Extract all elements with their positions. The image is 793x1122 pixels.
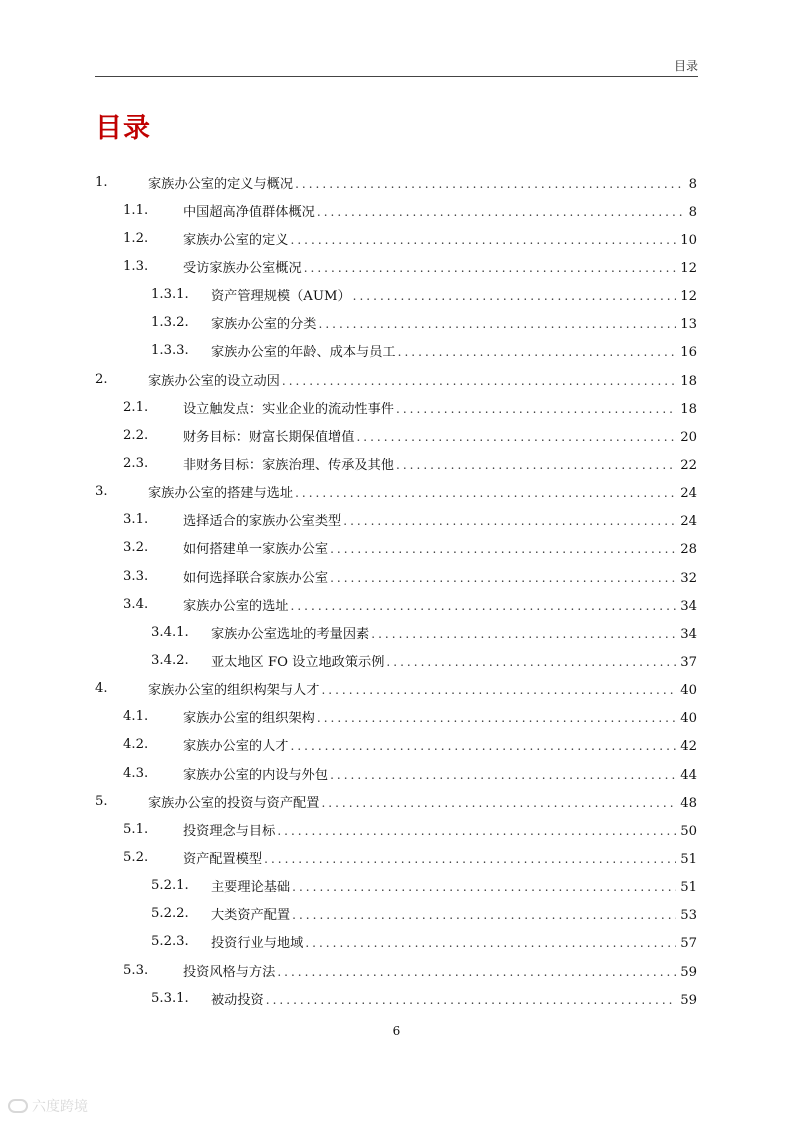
toc-entry-number: 1. bbox=[95, 174, 108, 190]
toc-entry-number: 5.2.3. bbox=[151, 934, 189, 950]
toc-entry-label: 被动投资 bbox=[211, 989, 266, 1008]
toc-entry-page: 18 bbox=[680, 373, 697, 389]
toc-dot-leader bbox=[321, 683, 676, 697]
toc-dot-leader bbox=[305, 936, 676, 950]
toc-dot-leader bbox=[330, 542, 676, 556]
toc-entry-label: 家族办公室的定义 bbox=[183, 229, 291, 248]
toc-dot-leader bbox=[295, 486, 676, 500]
toc-entry-line bbox=[183, 820, 697, 839]
toc-entry-line bbox=[183, 961, 697, 980]
toc-entry-number: 2. bbox=[95, 371, 108, 387]
toc-entry-line bbox=[148, 792, 697, 811]
toc-dot-leader bbox=[353, 289, 677, 303]
toc-entry-number: 3.4.1. bbox=[151, 624, 189, 640]
toc-entry-line bbox=[211, 285, 697, 304]
toc-entry-number: 4.1. bbox=[123, 709, 149, 725]
running-header-title: 目录 bbox=[673, 59, 698, 73]
toc-entry-label: 资产管理规模（AUM） bbox=[211, 285, 353, 304]
toc-entry-line bbox=[211, 989, 697, 1008]
toc-entry-page: 10 bbox=[680, 232, 697, 248]
toc-dot-leader bbox=[317, 205, 685, 219]
toc-entry-line bbox=[211, 904, 697, 923]
toc-entry[interactable] bbox=[95, 646, 697, 674]
toc-entry[interactable] bbox=[95, 590, 697, 618]
toc-dot-leader bbox=[343, 514, 676, 528]
header-rule bbox=[95, 76, 698, 77]
toc-entry-line bbox=[183, 735, 697, 754]
toc-entry-page: 59 bbox=[680, 964, 697, 980]
toc-entry-label: 投资风格与方法 bbox=[183, 961, 277, 980]
toc-entry[interactable] bbox=[95, 506, 697, 534]
toc-entry[interactable] bbox=[95, 449, 697, 477]
toc-entry-number: 1.3.2. bbox=[151, 315, 189, 331]
toc-entry[interactable] bbox=[95, 984, 697, 1012]
toc-entry[interactable] bbox=[95, 196, 697, 224]
toc-entry-label: 投资行业与地域 bbox=[211, 932, 305, 951]
toc-dot-leader bbox=[277, 965, 676, 979]
toc-dot-leader bbox=[291, 233, 677, 247]
toc-dot-leader bbox=[295, 177, 685, 191]
toc-entry-line bbox=[183, 454, 697, 473]
toc-entry-number: 5.2. bbox=[123, 849, 149, 865]
toc-entry[interactable] bbox=[95, 478, 697, 506]
toc-entry-number: 5.3.1. bbox=[151, 990, 189, 1006]
toc-dot-leader bbox=[264, 852, 676, 866]
toc-entry-page: 16 bbox=[680, 345, 697, 361]
toc-dot-leader bbox=[330, 768, 676, 782]
toc-entry[interactable] bbox=[95, 224, 697, 252]
toc-entry-page: 40 bbox=[680, 683, 697, 699]
toc-entry-page: 12 bbox=[680, 260, 697, 276]
toc-entry[interactable] bbox=[95, 252, 697, 280]
toc-entry-label: 家族办公室的定义与概况 bbox=[148, 173, 295, 192]
toc-entry-line bbox=[148, 370, 697, 389]
toc-entry-number: 2.3. bbox=[123, 455, 149, 471]
table-of-contents bbox=[95, 168, 697, 1012]
toc-entry-line bbox=[183, 707, 697, 726]
toc-entry-number: 5.2.2. bbox=[151, 906, 189, 922]
toc-entry[interactable] bbox=[95, 365, 697, 393]
toc-entry-line bbox=[211, 341, 697, 360]
toc-entry-label: 家族办公室的组织构架与人才 bbox=[148, 679, 321, 698]
toc-entry-label: 家族办公室的分类 bbox=[211, 313, 319, 332]
toc-entry-page: 34 bbox=[680, 598, 697, 614]
toc-entry-label: 家族办公室的搭建与选址 bbox=[148, 482, 295, 501]
toc-entry-number: 1.3.1. bbox=[151, 287, 189, 303]
toc-entry-line bbox=[183, 848, 697, 867]
toc-entry-page: 24 bbox=[680, 514, 697, 530]
toc-entry-label: 家族办公室的年龄、成本与员工 bbox=[211, 341, 398, 360]
toc-entry-page: 24 bbox=[680, 486, 697, 502]
toc-entry-line bbox=[211, 313, 697, 332]
toc-entry-page: 32 bbox=[680, 570, 697, 586]
toc-dot-leader bbox=[292, 908, 676, 922]
toc-entry-number: 4. bbox=[95, 681, 108, 697]
toc-entry-label: 家族办公室的设立动因 bbox=[148, 370, 282, 389]
toc-entry-line bbox=[211, 876, 697, 895]
toc-entry-page: 8 bbox=[688, 204, 697, 220]
toc-entry[interactable] bbox=[95, 815, 697, 843]
toc-entry-label: 亚太地区 FO 设立地政策示例 bbox=[211, 651, 386, 670]
toc-entry[interactable] bbox=[95, 168, 697, 196]
toc-entry-label: 如何选择联合家族办公室 bbox=[183, 567, 330, 586]
toc-entry-label: 家族办公室的人才 bbox=[183, 735, 291, 754]
toc-dot-leader bbox=[304, 261, 677, 275]
toc-entry-page: 51 bbox=[680, 880, 697, 896]
toc-entry[interactable] bbox=[95, 843, 697, 871]
toc-entry-number: 2.1. bbox=[123, 399, 149, 415]
toc-entry-line bbox=[183, 764, 697, 783]
toc-entry[interactable] bbox=[95, 731, 697, 759]
page-number: 6 bbox=[392, 1024, 401, 1038]
toc-entry-line bbox=[211, 623, 697, 642]
toc-entry-number: 4.3. bbox=[123, 765, 149, 781]
toc-entry-label: 选择适合的家族办公室类型 bbox=[183, 510, 343, 529]
toc-entry-page: 48 bbox=[680, 795, 697, 811]
toc-entry-line bbox=[148, 173, 697, 192]
toc-dot-leader bbox=[291, 599, 677, 613]
toc-entry-line bbox=[183, 510, 697, 529]
toc-entry-number: 1.3.3. bbox=[151, 343, 189, 359]
toc-entry-line bbox=[183, 229, 697, 248]
toc-entry[interactable] bbox=[95, 534, 697, 562]
toc-entry-page: 20 bbox=[680, 429, 697, 445]
toc-entry-line bbox=[148, 679, 697, 698]
toc-entry[interactable] bbox=[95, 309, 697, 337]
watermark bbox=[8, 1096, 88, 1116]
toc-entry-label: 财务目标：财富长期保值增值 bbox=[183, 426, 356, 445]
toc-entry-label: 家族办公室选址的考量因素 bbox=[211, 623, 371, 642]
toc-dot-leader bbox=[356, 430, 676, 444]
toc-entry-page: 51 bbox=[680, 851, 697, 867]
toc-entry-number: 3.4.2. bbox=[151, 652, 189, 668]
toc-entry-line bbox=[183, 426, 697, 445]
toc-entry-number: 1.3. bbox=[123, 258, 149, 274]
toc-dot-leader bbox=[282, 374, 676, 388]
toc-dot-leader bbox=[266, 993, 676, 1007]
toc-entry-number: 5. bbox=[95, 793, 108, 809]
watermark-text: 六度跨境 bbox=[32, 1099, 88, 1115]
toc-entry[interactable] bbox=[95, 900, 697, 928]
toc-entry-label: 中国超高净值群体概况 bbox=[183, 201, 317, 220]
toc-entry[interactable] bbox=[95, 562, 697, 590]
toc-entry-number: 3.2. bbox=[123, 540, 149, 556]
toc-entry-line bbox=[183, 538, 697, 557]
toc-entry[interactable] bbox=[95, 759, 697, 787]
toc-entry-number: 2.2. bbox=[123, 427, 149, 443]
page-title: 目录 bbox=[95, 113, 151, 144]
toc-entry-label: 家族办公室的组织架构 bbox=[183, 707, 317, 726]
toc-entry-line bbox=[183, 398, 697, 417]
toc-entry-label: 如何搭建单一家族办公室 bbox=[183, 538, 330, 557]
toc-entry[interactable] bbox=[95, 281, 697, 309]
toc-entry-label: 非财务目标：家族治理、传承及其他 bbox=[183, 454, 396, 473]
toc-entry[interactable] bbox=[95, 675, 697, 703]
toc-entry[interactable] bbox=[95, 872, 697, 900]
toc-entry[interactable] bbox=[95, 703, 697, 731]
toc-entry-page: 57 bbox=[680, 936, 697, 952]
toc-dot-leader bbox=[319, 317, 677, 331]
toc-entry-label: 家族办公室的投资与资产配置 bbox=[148, 792, 321, 811]
toc-entry-label: 大类资产配置 bbox=[211, 904, 292, 923]
toc-entry-number: 1.1. bbox=[123, 202, 149, 218]
toc-dot-leader bbox=[291, 739, 677, 753]
toc-entry-page: 34 bbox=[680, 626, 697, 642]
toc-entry-page: 37 bbox=[680, 654, 697, 670]
toc-entry-number: 3.3. bbox=[123, 568, 149, 584]
toc-entry-line bbox=[211, 932, 697, 951]
toc-entry-page: 59 bbox=[680, 992, 697, 1008]
toc-entry-number: 5.1. bbox=[123, 821, 149, 837]
toc-entry-line bbox=[183, 257, 697, 276]
toc-entry-line bbox=[183, 201, 697, 220]
toc-entry[interactable] bbox=[95, 618, 697, 646]
toc-dot-leader bbox=[396, 402, 676, 416]
toc-entry[interactable] bbox=[95, 928, 697, 956]
toc-entry-line bbox=[148, 482, 697, 501]
toc-dot-leader bbox=[277, 824, 676, 838]
toc-dot-leader bbox=[371, 627, 676, 641]
toc-entry[interactable] bbox=[95, 421, 697, 449]
toc-entry-label: 主要理论基础 bbox=[211, 876, 292, 895]
toc-entry-line bbox=[183, 567, 697, 586]
toc-entry-page: 22 bbox=[680, 457, 697, 473]
toc-entry[interactable] bbox=[95, 787, 697, 815]
toc-entry-number: 4.2. bbox=[123, 737, 149, 753]
toc-entry-page: 40 bbox=[680, 711, 697, 727]
toc-entry-page: 18 bbox=[680, 401, 697, 417]
toc-entry-page: 13 bbox=[680, 317, 697, 333]
toc-dot-leader bbox=[317, 711, 676, 725]
toc-entry[interactable] bbox=[95, 337, 697, 365]
toc-entry[interactable] bbox=[95, 393, 697, 421]
toc-entry-number: 5.2.1. bbox=[151, 878, 189, 894]
toc-entry-page: 8 bbox=[688, 176, 697, 192]
toc-entry-number: 3.4. bbox=[123, 596, 149, 612]
toc-dot-leader bbox=[292, 880, 676, 894]
toc-entry-page: 42 bbox=[680, 739, 697, 755]
toc-entry-number: 3.1. bbox=[123, 512, 149, 528]
toc-entry-line bbox=[211, 651, 697, 670]
toc-entry-label: 投资理念与目标 bbox=[183, 820, 277, 839]
toc-dot-leader bbox=[330, 571, 676, 585]
toc-entry-page: 50 bbox=[680, 823, 697, 839]
toc-dot-leader bbox=[321, 796, 676, 810]
toc-dot-leader bbox=[386, 655, 676, 669]
watermark-logo-icon bbox=[8, 1099, 28, 1113]
toc-dot-leader bbox=[398, 345, 677, 359]
toc-entry-page: 44 bbox=[680, 767, 697, 783]
toc-entry-number: 5.3. bbox=[123, 962, 149, 978]
toc-entry-label: 资产配置模型 bbox=[183, 848, 264, 867]
toc-entry-number: 3. bbox=[95, 484, 108, 500]
toc-dot-leader bbox=[396, 458, 676, 472]
toc-entry-number: 1.2. bbox=[123, 230, 149, 246]
toc-entry[interactable] bbox=[95, 956, 697, 984]
toc-entry-page: 12 bbox=[680, 289, 697, 305]
toc-entry-page: 28 bbox=[680, 542, 697, 558]
toc-entry-line bbox=[183, 595, 697, 614]
toc-entry-page: 53 bbox=[680, 908, 697, 924]
toc-entry-label: 家族办公室的选址 bbox=[183, 595, 291, 614]
toc-entry-label: 设立触发点：实业企业的流动性事件 bbox=[183, 398, 396, 417]
toc-entry-label: 受访家族办公室概况 bbox=[183, 257, 304, 276]
toc-entry-label: 家族办公室的内设与外包 bbox=[183, 764, 330, 783]
